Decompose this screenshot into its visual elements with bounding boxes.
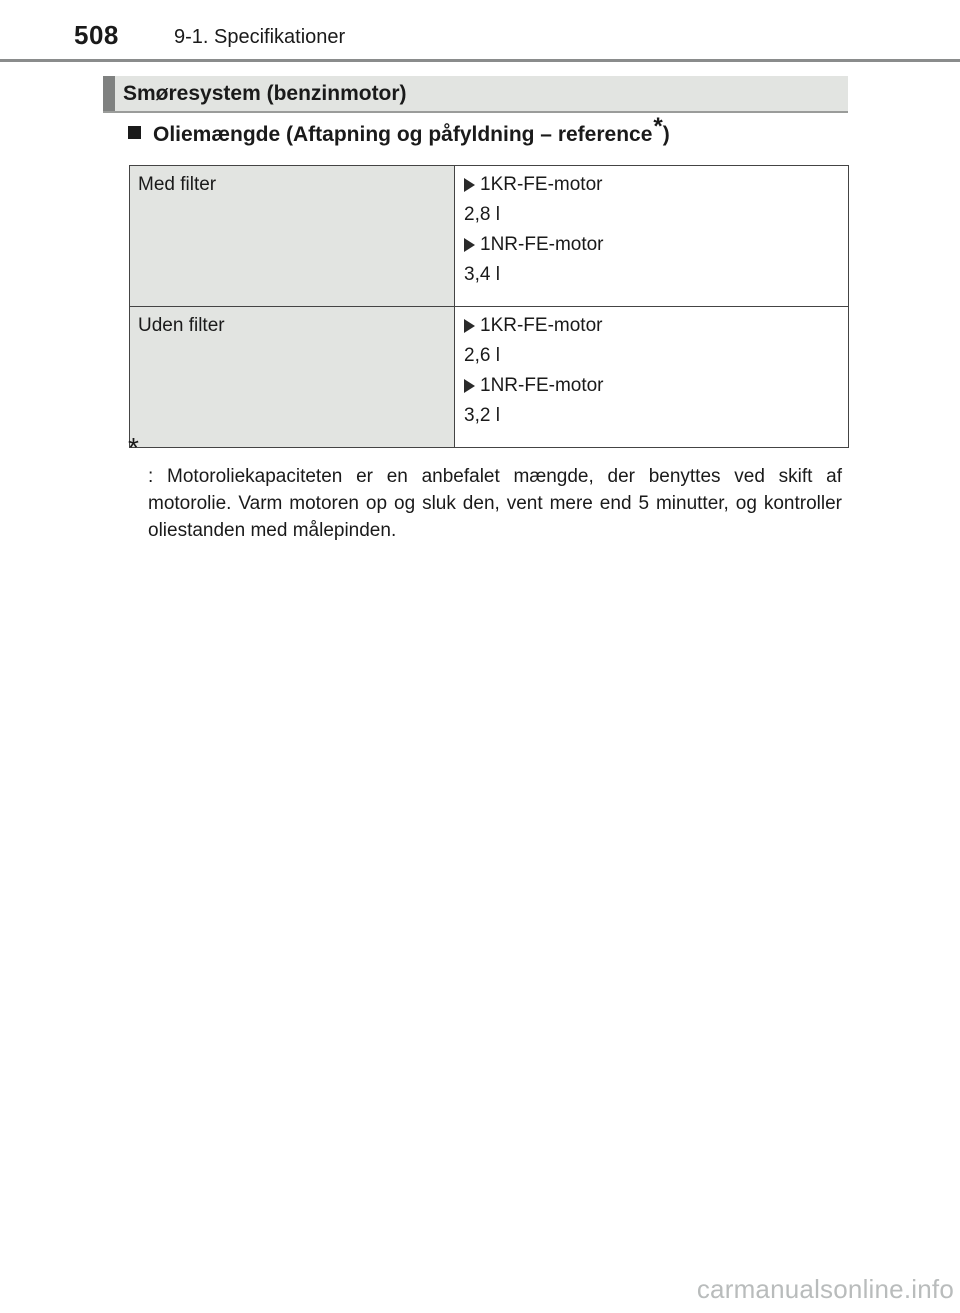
table-row [130,307,849,448]
triangle-right-icon [464,319,475,333]
capacity-value: 3,4 l [464,264,500,285]
capacity-value: 2,8 l [464,204,500,225]
subheading [128,113,670,148]
footnote [128,432,842,544]
section-title: 9-1. Specifikationer [174,26,346,48]
row-label: Med filter [130,166,455,307]
oil-capacity-table [129,165,849,448]
engine-item [464,172,838,198]
row-values [455,307,849,448]
engine-item [464,373,838,399]
engine-name: 1NR-FE-motor [480,234,604,255]
section-bar [103,76,848,113]
triangle-right-icon [464,238,475,252]
engine-name: 1KR-FE-motor [480,315,603,336]
engine-name: 1KR-FE-motor [480,174,603,195]
footnote-text: : Motoroliekapaciteten er en anbefalet mængde, der benyttes ved skift af motorolie. Varm motoren op og sluk den, vent mere end 5 minutter, og kontroller oliestanden med målepinden. [148,466,842,541]
subheading-close: ) [662,123,670,146]
header-rule [0,59,960,62]
engine-item [464,313,838,339]
triangle-right-icon [464,379,475,393]
section-bar-title: Smøresystem (benzinmotor) [123,82,407,105]
triangle-right-icon [464,178,475,192]
capacity-value: 2,6 l [464,345,500,366]
subheading-asterisk: * [653,113,663,140]
page-number: 508 [74,20,119,50]
watermark: carmanualsonline.info [696,1274,954,1304]
square-bullet-icon [128,126,141,139]
footnote-asterisk: * [128,432,139,463]
table-row [130,166,849,307]
engine-item [464,232,838,258]
subheading-text: Oliemængde (Aftapning og påfyldning – reference [153,123,653,146]
row-values [455,166,849,307]
capacity-value: 3,2 l [464,405,500,426]
engine-name: 1NR-FE-motor [480,375,604,396]
row-label: Uden filter [130,307,455,448]
